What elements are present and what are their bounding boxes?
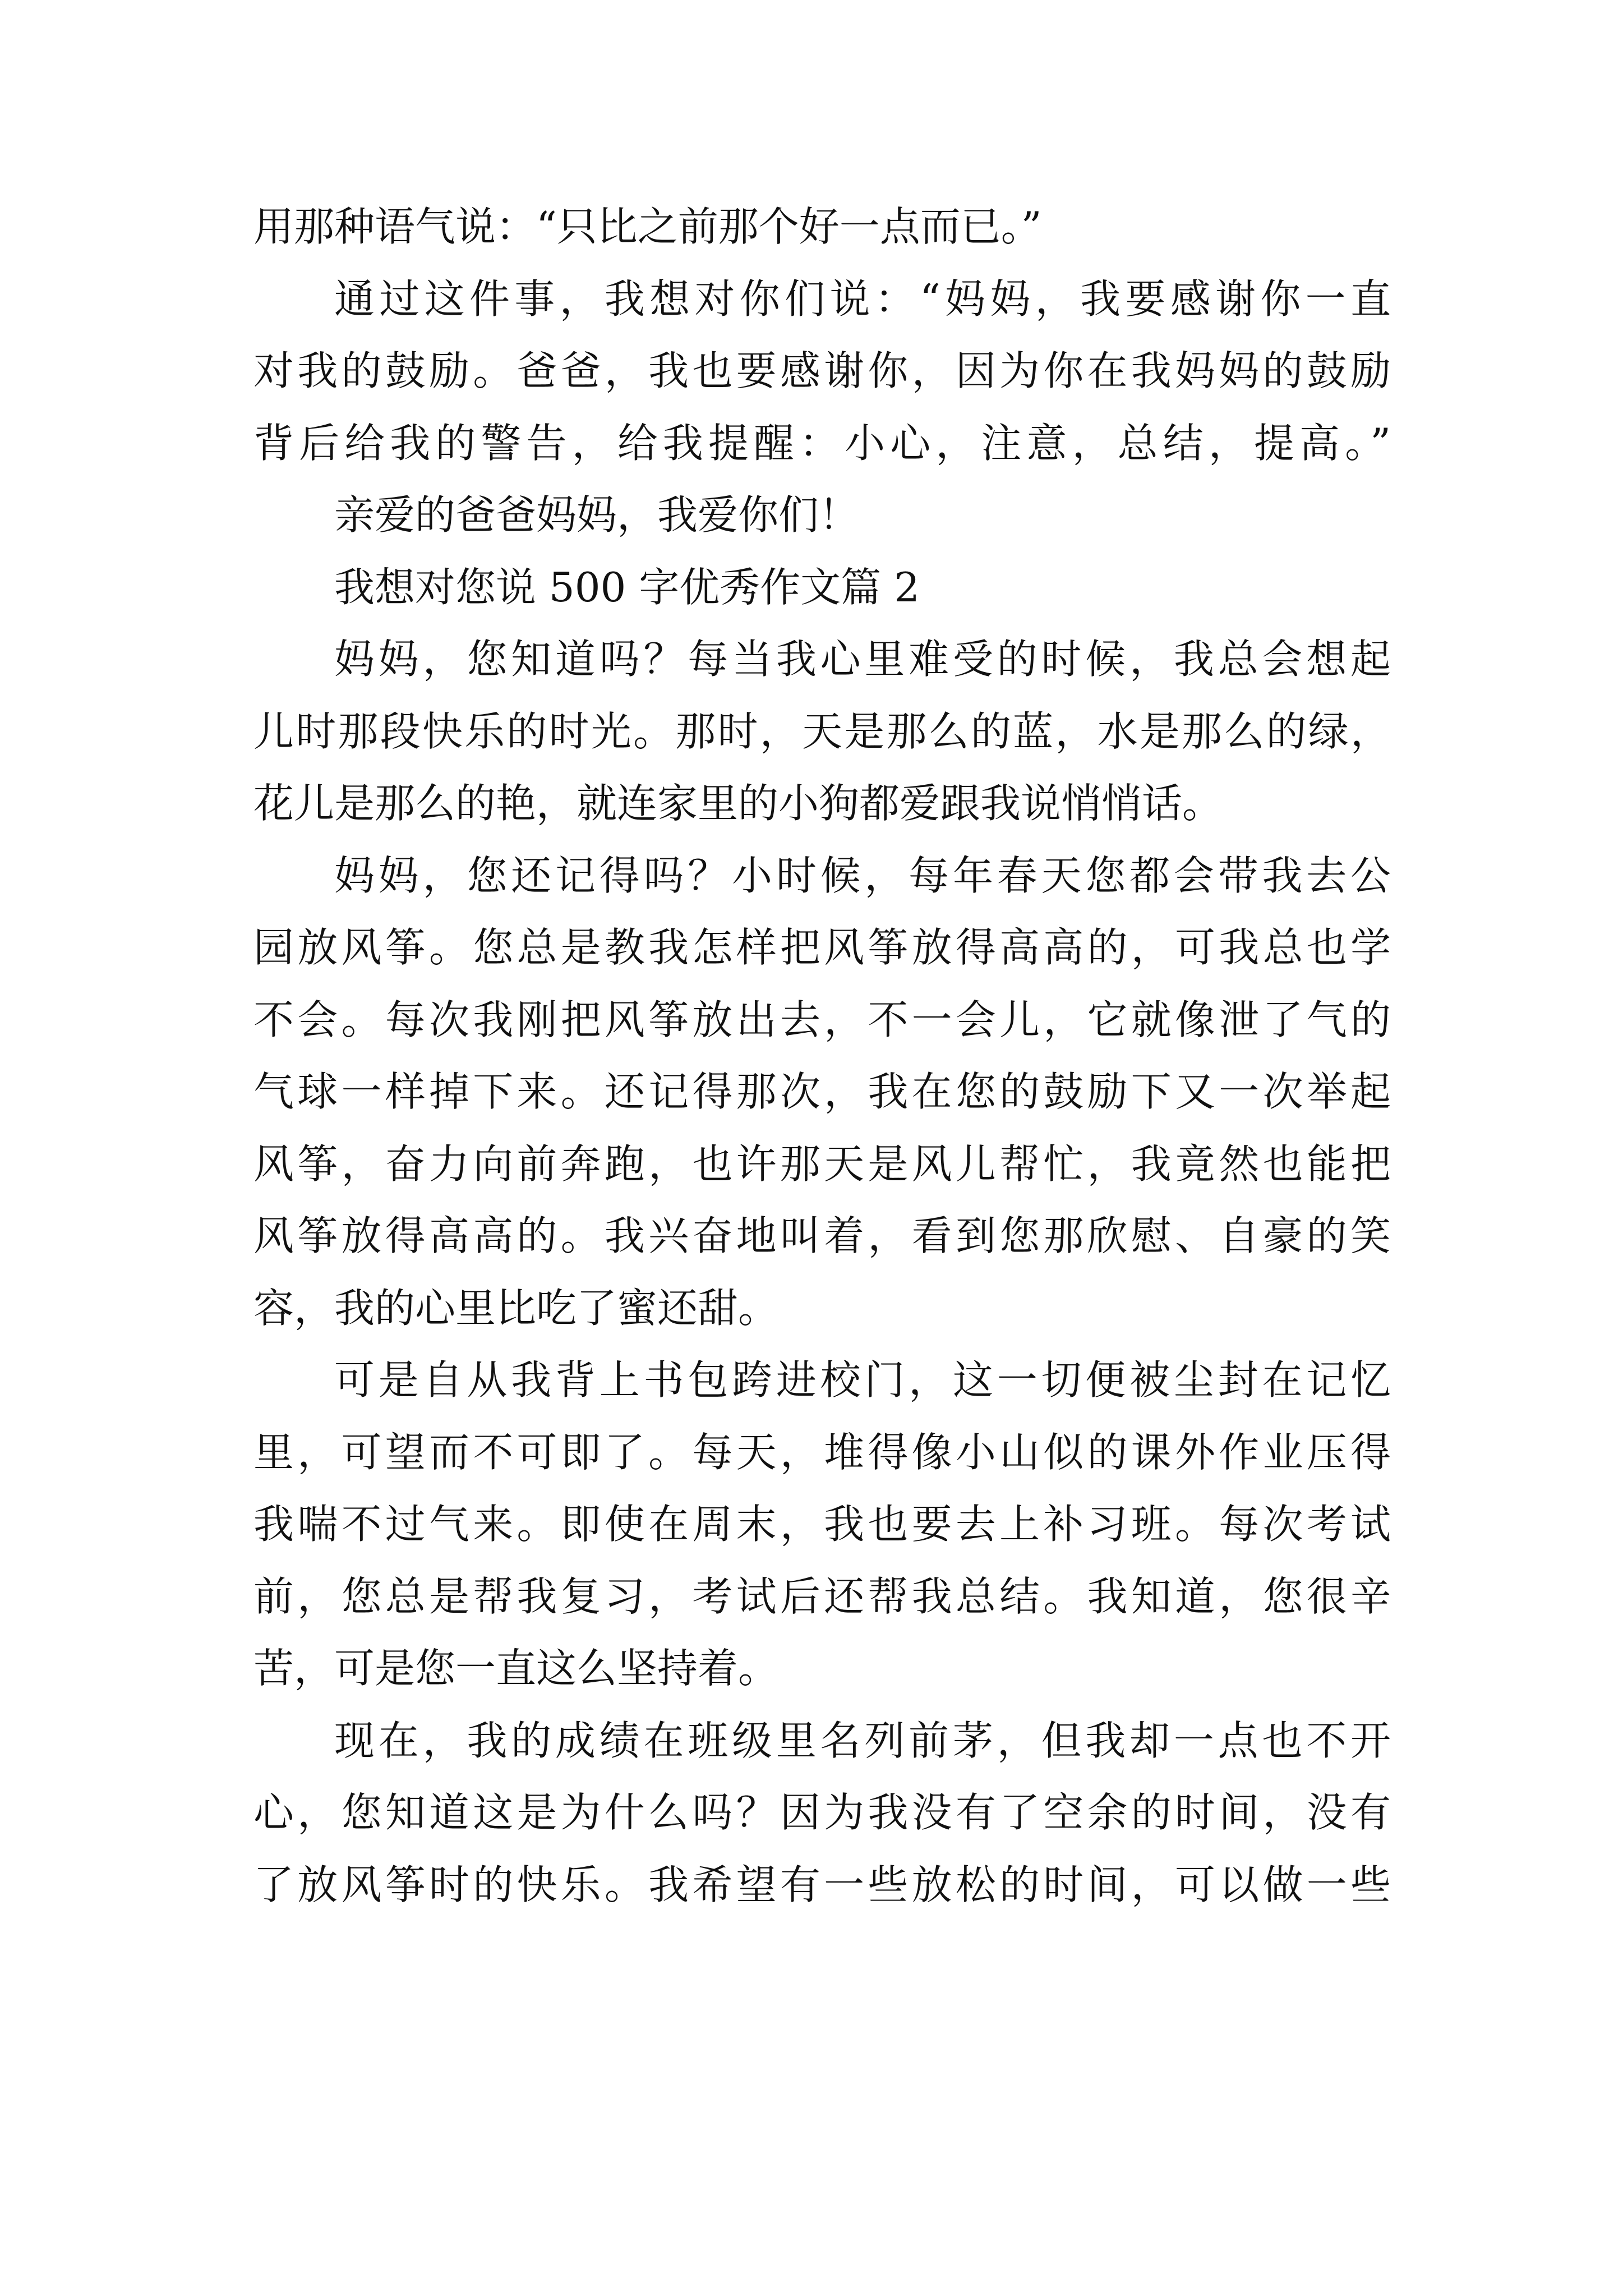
text-line: 前，您总是帮我复习，考试后还帮我总结。我知道，您很辛 xyxy=(253,1572,1391,1620)
text-line: 用那种语气说：“只比之前那个好一点而已。” xyxy=(253,203,1042,250)
text-line: 了放风筝时的快乐。我希望有一些放松的时间，可以做一些 xyxy=(253,1861,1391,1908)
text-line: 现在，我的成绩在班级里名列前茅，但我却一点也不开 xyxy=(334,1717,1391,1764)
text-line: 风筝，奋力向前奔跑，也许那天是风儿帮忙，我竟然也能把 xyxy=(253,1140,1391,1188)
text-line: 背后给我的警告，给我提醒：小心，注意，总结，提高。” xyxy=(253,419,1391,467)
text-line: 亲爱的爸爸妈妈，我爱你们！ xyxy=(334,491,860,539)
text-line: 园放风筝。您总是教我怎样把风筝放得高高的，可我总也学 xyxy=(253,924,1391,971)
text-line: 我喘不过气来。即使在周末，我也要去上补习班。每次考试 xyxy=(253,1501,1391,1548)
text-line: 风筝放得高高的。我兴奋地叫着，看到您那欣慰、自豪的笑 xyxy=(253,1212,1391,1259)
text-line: 花儿是那么的艳，就连家里的小狗都爱跟我说悄悄话。 xyxy=(253,780,1223,827)
text-line: 不会。每次我刚把风筝放出去，不一会儿，它就像泄了气的 xyxy=(253,996,1391,1043)
text-line: 对我的鼓励。爸爸，我也要感谢你，因为你在我妈妈的鼓励 xyxy=(253,347,1391,394)
text-line: 里，可望而不可即了。每天，堆得像小山似的课外作业压得 xyxy=(253,1428,1391,1476)
text-line: 可是自从我背上书包跨进校门，这一切便被尘封在记忆 xyxy=(334,1356,1391,1404)
text-line: 儿时那段快乐的时光。那时，天是那么的蓝，水是那么的绿， xyxy=(253,707,1391,755)
section-heading: 我想对您说 500 字优秀作文篇 2 xyxy=(334,563,920,611)
text-line: 容，我的心里比吃了蜜还甜。 xyxy=(253,1284,779,1332)
text-line: 妈妈，您还记得吗？小时候，每年春天您都会带我去公 xyxy=(334,852,1391,899)
text-line: 心，您知道这是为什么吗？因为我没有了空余的时间，没有 xyxy=(253,1789,1391,1836)
text-line: 妈妈，您知道吗？每当我心里难受的时候，我总会想起 xyxy=(334,636,1391,683)
text-line: 苦，可是您一直这么坚持着。 xyxy=(253,1645,779,1692)
text-line: 气球一样掉下来。还记得那次，我在您的鼓励下又一次举起 xyxy=(253,1068,1391,1115)
document-body xyxy=(253,191,1391,1921)
text-line: 通过这件事，我想对你们说：“妈妈，我要感谢你一直 xyxy=(334,275,1391,323)
